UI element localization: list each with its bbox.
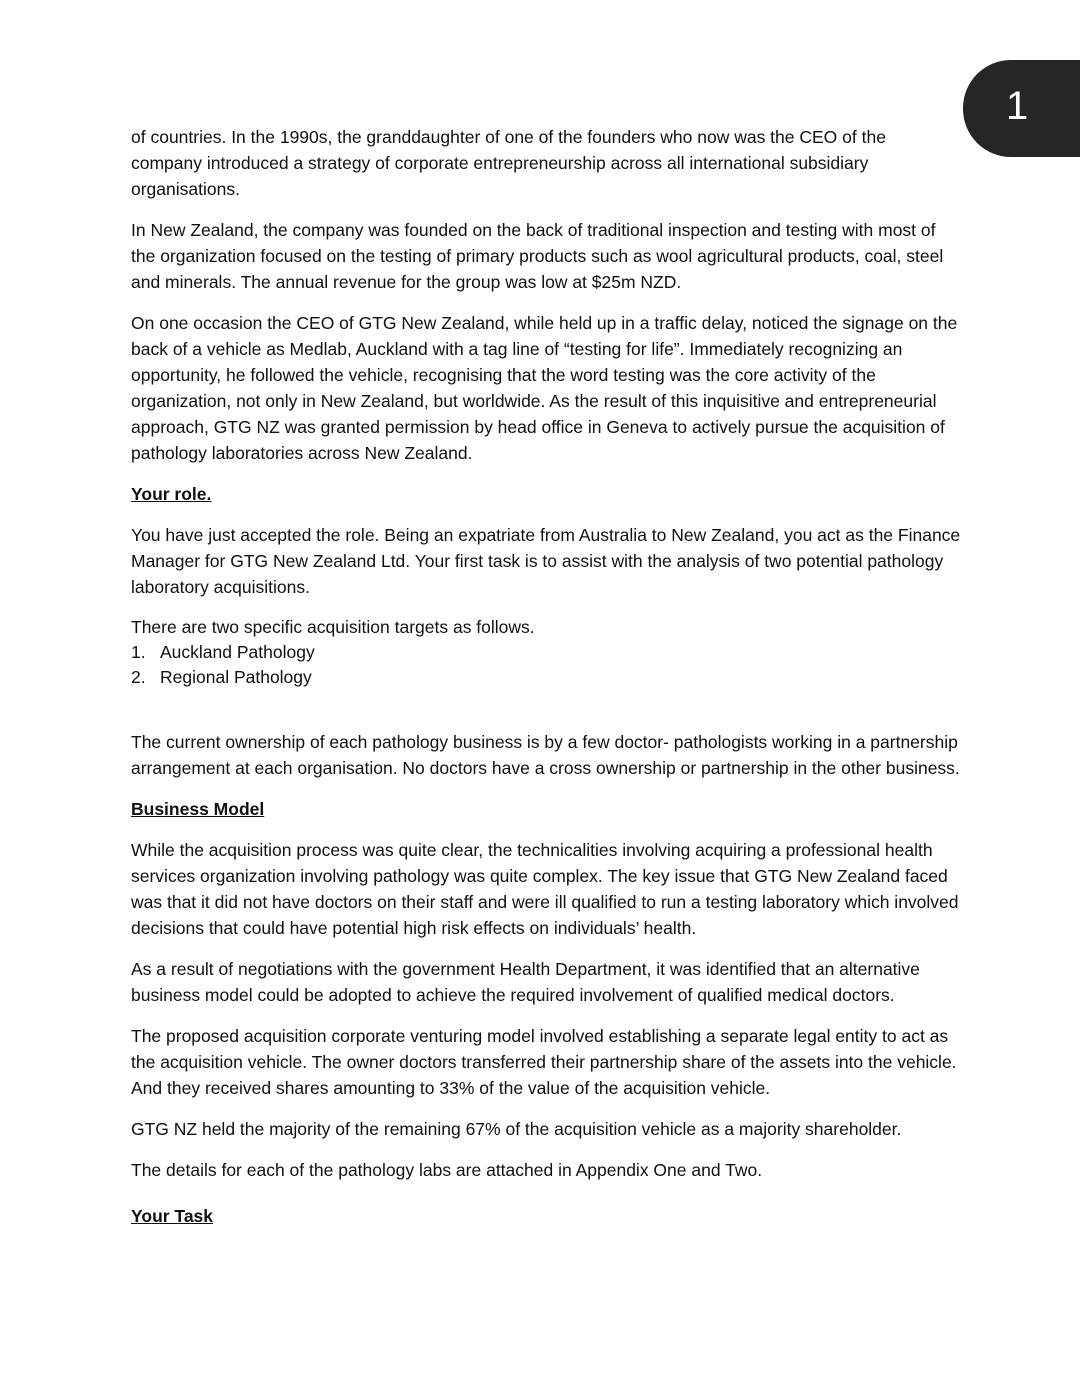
paragraph-company-history: of countries. In the 1990s, the granddaughter of one of the founders who now was the CEO of the company introduced a strategy of corporate entrepreneurship across all international subsidiary organisations. xyxy=(131,127,886,199)
list-item-number: 1. xyxy=(131,642,146,662)
list-item-number: 2. xyxy=(131,667,146,687)
heading-your-task: Your Task xyxy=(131,1206,214,1226)
paragraph-majority-shareholder: GTG NZ held the majority of the remaining 67% of the acquisition vehicle as a majority shareholder. xyxy=(131,1119,902,1139)
paragraph-negotiations: As a result of negotiations with the government Health Department, it was identified that an alternative business model could be adopted to achieve the required involvement of qualified medical doctors. xyxy=(131,959,920,1005)
page-number: 1 xyxy=(1006,84,1029,128)
heading-your-role: Your role. xyxy=(131,484,212,504)
paragraph-venturing-model: The proposed acquisition corporate venturing model involved establishing a separate legal entity to act as the acquisition vehicle. The owner doctors transferred their partnership share of the assets into the vehicle. And they received shares amounting to 33% of the value of the acquisition vehicle. xyxy=(131,1026,957,1098)
paragraph-appendix-reference: The details for each of the pathology labs are attached in Appendix One and Two. xyxy=(131,1160,763,1180)
paragraph-ownership: The current ownership of each pathology business is by a few doctor- pathologists working in a partnership arrangement at each organisation. No doctors have a cross ownership or partnership in the other business. xyxy=(131,732,960,778)
paragraph-ceo-opportunity: On one occasion the CEO of GTG New Zealand, while held up in a traffic delay, noticed the signage on the back of a vehicle as Medlab, Auckland with a tag line of “testing for life”. Immediately recognizing an opportunity, he followed the vehicle, recognising that the word testing was the core activity of the organization, not only in New Zealand, but worldwide. As the result of this inquisitive and entrepreneurial approach, GTG NZ was granted permission by head office in Geneva to actively pursue the acquisition of pathology laboratories across New Zealand. xyxy=(131,313,958,463)
paragraph-nz-founding: In New Zealand, the company was founded on the back of traditional inspection and testing with most of the organization focused on the testing of primary products such as wool agricultural products, coal, steel and minerals. The annual revenue for the group was low at $25m NZD. xyxy=(131,220,944,292)
list-item xyxy=(131,640,961,665)
acquisition-targets-list xyxy=(131,640,961,690)
list-item xyxy=(131,665,961,690)
heading-business-model: Business Model xyxy=(131,799,265,819)
list-item-label: Auckland Pathology xyxy=(160,642,315,662)
spacer xyxy=(131,690,961,729)
paragraph-role-description: You have just accepted the role. Being an expatriate from Australia to New Zealand, you act as the Finance Manager for GTG New Zealand Ltd. Your first task is to assist with the analysis of two potential pathology laboratory acquisitions. xyxy=(131,525,961,597)
paragraph-targets-intro: There are two specific acquisition targets as follows. xyxy=(131,617,535,637)
list-item-label: Regional Pathology xyxy=(160,667,312,687)
paragraph-acquisition-complexity: While the acquisition process was quite clear, the technicalities involving acquiring a professional health services organization involving pathology was quite complex. The key issue that GTG New Zealand faced was that it did not have doctors on their staff and were ill qualified to run a testing laboratory which involved decisions that could have potential high risk effects on individuals’ health. xyxy=(131,840,959,938)
document-body xyxy=(131,124,961,1244)
